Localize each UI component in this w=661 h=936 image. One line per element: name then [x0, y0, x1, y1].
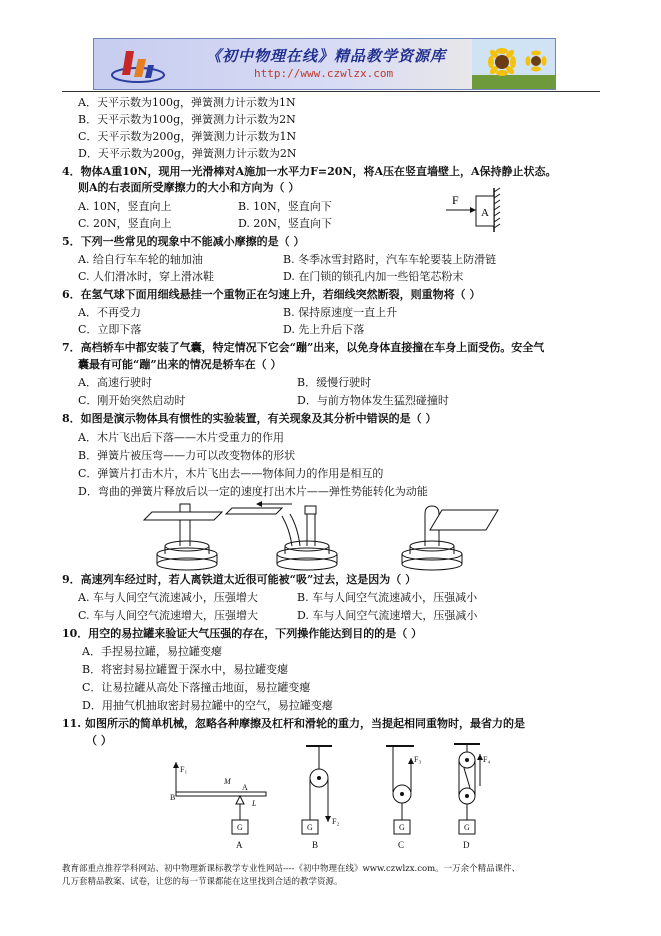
q6-stem: 6．在氢气球下面用细线悬挂一个重物正在匀速上升，若细线突然断裂，则重物将（ ）	[62, 288, 481, 301]
q4-wall-figure	[444, 186, 504, 236]
q10-option-c: C．让易拉罐从高处下落撞击地面，易拉罐变瘪	[82, 681, 311, 694]
q4-stem: 4．物体A重10N，现用一光滑棒对A施加一水平力F=20N，将A压在竖直墙壁上，A保持静止状态。	[62, 165, 557, 178]
q7-stem-2: 囊最有可能“蹦”出来的情况是轿车在（ ）	[78, 358, 282, 371]
footer-line-2: 几万套精品教案、试卷，让您的每一节课都能在这里找到合适的教学资源。	[62, 877, 343, 887]
q11-label-g-a: G	[237, 823, 243, 832]
q3-option-a: A．天平示数为100g，弹簧测力计示数为1N	[78, 96, 296, 109]
q10-option-d: D．用抽气机抽取密封易拉罐中的空气，易拉罐变瘪	[82, 699, 333, 712]
q8-stem: 8．如图是演示物体具有惯性的实验装置，有关现象及其分析中错误的是（ ）	[62, 412, 437, 425]
q11-label-f3: F₃	[414, 755, 422, 764]
site-url[interactable]: http://www.czwlzx.com	[254, 67, 394, 80]
q5-option-d: D. 在门锁的锁孔内加一些铅笔芯粉末	[283, 270, 464, 283]
q6-option-c: C．立即下落	[78, 323, 142, 336]
site-title: 《初中物理在线》精品教学资源库	[206, 47, 447, 65]
site-logo-icon	[108, 45, 168, 85]
q3-option-c: C．天平示数为200g，弹簧测力计示数为1N	[78, 130, 297, 143]
q6-option-b: B. 保持原速度一直上升	[283, 306, 398, 319]
sunflower-icon	[472, 39, 555, 89]
q10-option-a: A．手捏易拉罐，易拉罐变瘪	[82, 645, 222, 658]
q9-option-b: B. 车与人间空气流速减小，压强减小	[297, 591, 478, 604]
q3-option-b: B．天平示数为100g，弹簧测力计示数为2N	[78, 113, 296, 126]
q11-answer-paren: （ ）	[86, 734, 112, 747]
q6-option-d: D. 先上升后下落	[283, 323, 365, 336]
q9-option-d: D. 车与人间空气流速增大，压强减小	[297, 609, 478, 622]
page-footer	[62, 863, 602, 889]
q11-label-f4: F₄	[483, 755, 491, 764]
q11-label-f2: F₂	[332, 817, 340, 826]
q5-option-c: C. 人们滑冰时，穿上滑冰鞋	[78, 270, 215, 283]
q3-option-d: D．天平示数为200g，弹簧测力计示数为2N	[78, 147, 297, 160]
q4-option-c: C. 20N，竖直向上	[78, 217, 172, 230]
q8-option-a: A．木片飞出后下落——木片受重力的作用	[78, 431, 284, 444]
q11-label-f1: F₁	[180, 765, 188, 774]
q4-option-a: A. 10N，竖直向上	[78, 200, 172, 213]
q4-fig-label-f: F	[452, 193, 459, 207]
q8-option-d: D．弯曲的弹簧片释放后以一定的速度打出木片——弹性势能转化为动能	[78, 485, 428, 498]
q10-option-b: B．将密封易拉罐置于深水中，易拉罐变瘪	[82, 663, 289, 676]
q4-stem-2: 则A的右表面所受摩擦力的大小和方向为（ ）	[78, 181, 300, 194]
q6-option-a: A．不再受力	[78, 306, 141, 319]
q11-stem: 11. 如图所示的简单机械，忽略各种摩擦及杠杆和滑轮的重力，当提起相同重物时，最省力的是	[62, 717, 525, 730]
q7-option-b: B．缓慢行驶时	[297, 376, 372, 389]
q5-option-a: A. 给自行车车轮的轴加油	[78, 253, 203, 266]
q11-lever-m: M	[224, 777, 231, 786]
footer-line-1: 教育部重点推荐学科网站、初中物理新课标教学专业性网站----《初中物理在线》www.czwlzx.com。一万余个精品课件、	[62, 864, 521, 874]
q8-option-c: C．弹簧片打击木片，木片飞出去——物体间力的作用是相互的	[78, 467, 384, 480]
q11-lever-b: B	[170, 793, 176, 802]
q10-stem: 10．用空的易拉罐来验证大气压强的存在，下列操作能达到目的的是（ ）	[62, 627, 423, 640]
q11-fig-label-b: B	[312, 840, 319, 850]
q11-machines-figure	[168, 740, 508, 852]
q11-label-g-c: G	[399, 823, 405, 832]
q5-stem: 5．下列一些常见的现象中不能减小摩擦的是（ ）	[62, 235, 305, 248]
q9-option-a: A. 车与人间空气流速减小，压强增大	[78, 591, 258, 604]
q7-stem: 7．高档轿车中都安装了气囊，特定情况下它会“蹦”出来，以免身体直接撞在车身上面受伤。安全气	[62, 341, 545, 354]
q11-fig-label-a: A	[236, 840, 243, 850]
q11-label-g-d: G	[464, 823, 470, 832]
header-banner	[93, 38, 556, 90]
q8-option-b: B．弹簧片被压弯——力可以改变物体的形状	[78, 449, 296, 462]
q8-inertia-figure	[142, 500, 522, 572]
q4-option-d: D. 20N，竖直向下	[238, 217, 333, 230]
q7-option-a: A．高速行驶时	[78, 376, 152, 389]
q11-fig-label-c: C	[398, 840, 405, 850]
q9-option-c: C. 车与人间空气流速增大，压强增大	[78, 609, 259, 622]
q7-option-c: C．刚开始突然启动时	[78, 394, 186, 407]
q4-fig-label-a: A	[481, 207, 489, 219]
q11-lever-a: A	[242, 783, 248, 792]
header-rule	[62, 91, 600, 92]
q11-label-g-b: G	[307, 823, 313, 832]
q4-option-b: B. 10N，竖直向下	[238, 200, 332, 213]
q5-option-b: B. 冬季冰雪封路时，汽车车轮要装上防滑链	[283, 253, 497, 266]
q7-option-d: D．与前方物体发生猛烈碰撞时	[297, 394, 449, 407]
q9-stem: 9．高速列车经过时，若人离铁道太近很可能被“吸”过去，这是因为（ ）	[62, 573, 417, 586]
q11-fig-label-d: D	[463, 840, 470, 850]
q11-lever-l: L	[252, 799, 257, 808]
